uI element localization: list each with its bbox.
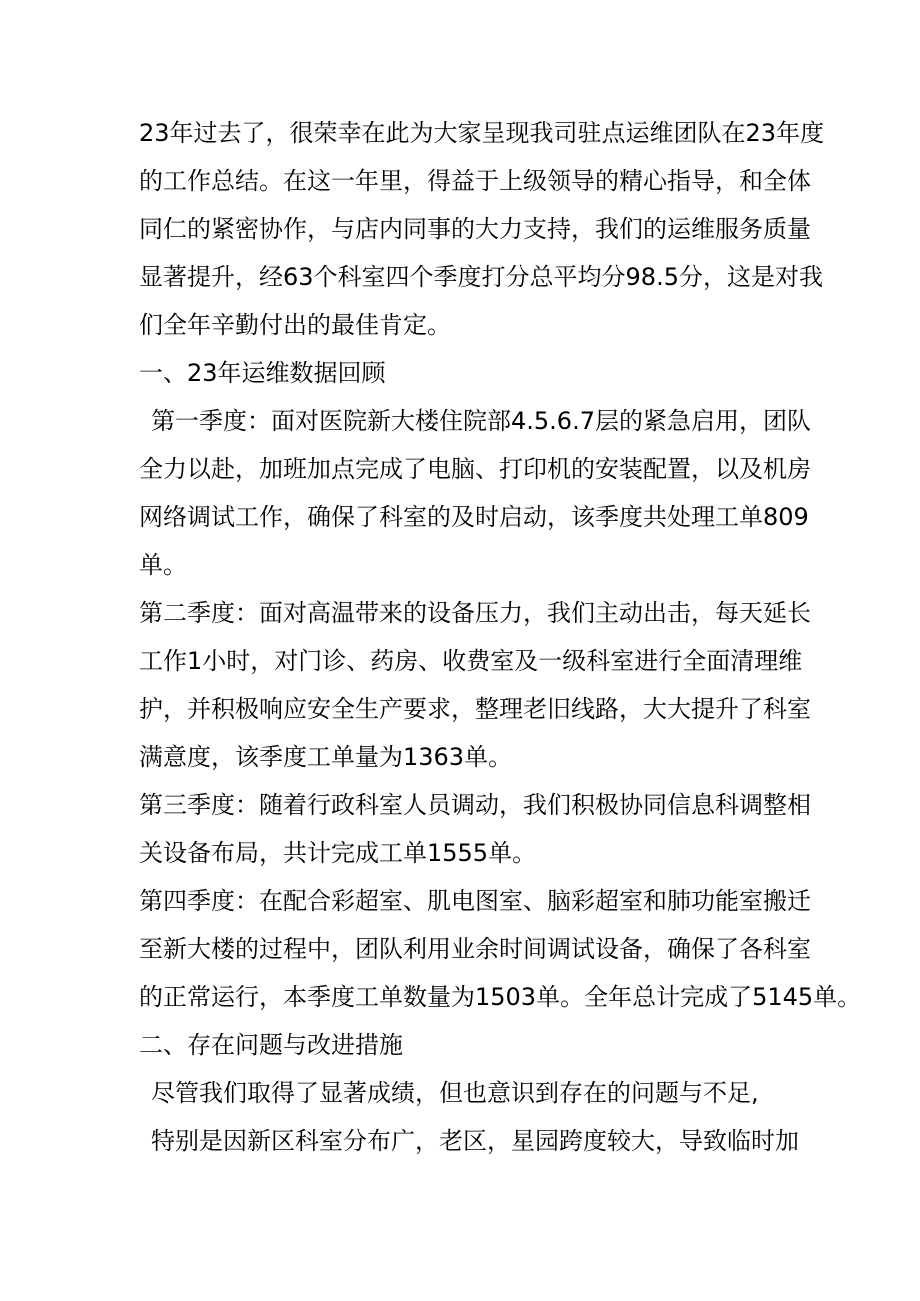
paragraph-line: 的工作总结。在这一年里，得益于上级领导的精心指导，和全体 [139, 167, 811, 195]
paragraph-line: 的正常运行，本季度工单数量为1503单。全年总计完成了5145单。 [139, 983, 862, 1011]
section-heading: 二、存在问题与改进措施 [139, 1031, 403, 1059]
paragraph-line: 全力以赴，加班加点完成了电脑、打印机的安装配置，以及机房 [139, 455, 811, 483]
paragraph-line: 尽管我们取得了显著成绩，但也意识到存在的问题与不足, [151, 1079, 759, 1107]
paragraph-line: 第三季度：随着行政科室人员调动，我们积极协同信息科调整相 [139, 791, 811, 819]
paragraph-line: 23年过去了，很荣幸在此为大家呈现我司驻点运维团队在23年度 [139, 119, 825, 147]
paragraph-line: 显著提升，经63个科室四个季度打分总平均分98.5分，这是对我 [139, 263, 823, 291]
paragraph-line: 同仁的紧密协作，与店内同事的大力支持，我们的运维服务质量 [139, 215, 811, 243]
paragraph-line: 护，并积极响应安全生产要求，整理老旧线路，大大提升了科室 [139, 695, 811, 723]
paragraph-line: 工作1小时，对门诊、药房、收费室及一级科室进行全面清理维 [139, 647, 803, 675]
paragraph-line: 第四季度：在配合彩超室、肌电图室、脑彩超室和肺功能室搬迁 [139, 887, 811, 915]
paragraph-line: 第一季度：面对医院新大楼住院部4.5.6.7层的紧急启用，团队 [151, 407, 811, 435]
paragraph-line: 关设备布局，共计完成工单1555单。 [139, 839, 537, 867]
paragraph-line: 第二季度：面对高温带来的设备压力，我们主动出击，每天延长 [139, 599, 811, 627]
paragraph-line: 单。 [139, 551, 187, 579]
paragraph-line: 网络调试工作，确保了科室的及时启动，该季度共处理工单809 [139, 503, 809, 531]
paragraph-line: 至新大楼的过程中，团队利用业余时间调试设备，确保了各科室 [139, 935, 811, 963]
paragraph-line: 们全年辛勤付出的最佳肯定。 [139, 311, 451, 339]
section-heading: 一、23年运维数据回顾 [139, 359, 386, 387]
paragraph-line: 特别是因新区科室分布广，老区，星园跨度较大，导致临时加 [151, 1127, 799, 1155]
paragraph-line: 满意度，该季度工单量为1363单。 [139, 743, 513, 771]
